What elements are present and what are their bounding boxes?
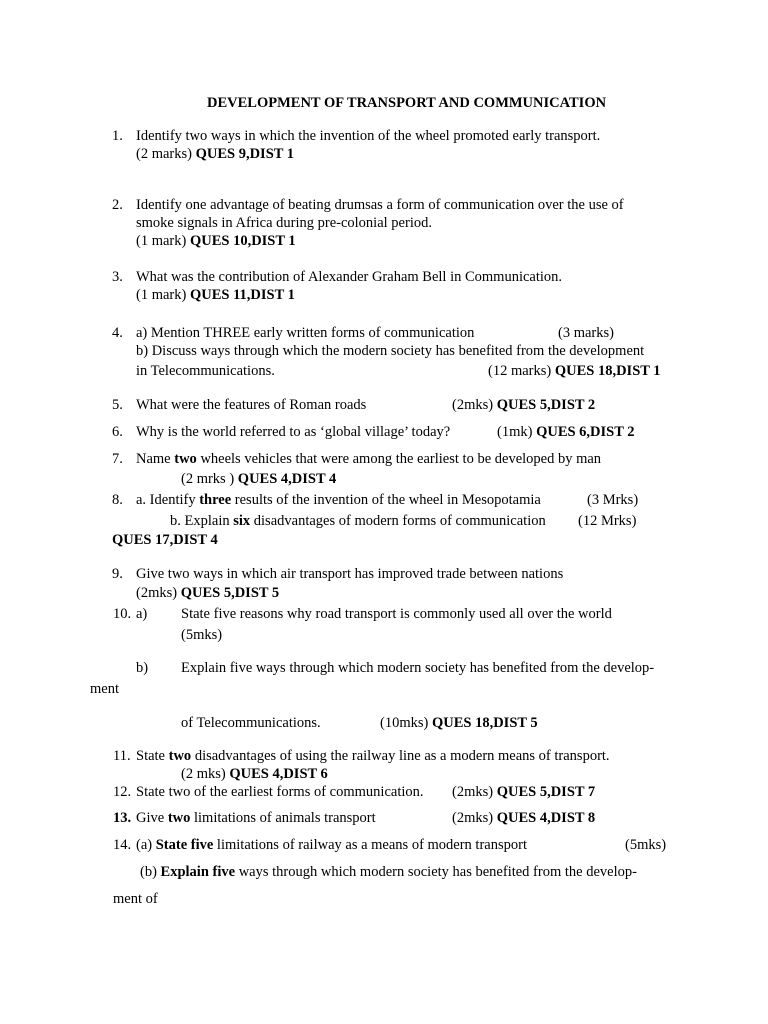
q14-b-pre: (b) bbox=[140, 864, 161, 880]
q10-a-label: a) bbox=[136, 606, 148, 622]
q4-part-b-marks-line bbox=[488, 362, 661, 380]
q10-a-text: State five reasons why road transport is commonly used all over the world bbox=[181, 606, 612, 622]
q14-b-continuation: ment of bbox=[113, 891, 158, 907]
q14-part-a-marks: (5mks) bbox=[625, 837, 667, 853]
q8-b-pre: b. Explain bbox=[170, 513, 234, 529]
q8-ref-line bbox=[112, 531, 218, 549]
q2-text-line1: Identify one advantage of beating drumsas a form of communication over the use of bbox=[136, 197, 624, 213]
q3-marks-line bbox=[136, 286, 295, 304]
q7-marks-line bbox=[181, 470, 336, 488]
q1-number: 1. bbox=[112, 128, 123, 144]
q13-text bbox=[136, 809, 376, 827]
q2-marks-line bbox=[136, 232, 296, 250]
q7-text bbox=[136, 450, 601, 468]
q14-a-bold: State five bbox=[155, 837, 214, 853]
q11-text-pre: State bbox=[136, 748, 169, 764]
q14-part-b bbox=[140, 863, 637, 881]
q12-marks-line bbox=[452, 783, 595, 801]
q14-b-bold: Explain five bbox=[160, 864, 236, 880]
q1-text: Identify two ways in which the invention of the wheel promoted early transport. bbox=[136, 128, 601, 144]
q5-marks: (2mks) bbox=[452, 397, 497, 413]
q5-text: What were the features of Roman roads bbox=[136, 397, 367, 413]
q7-number: 7. bbox=[112, 451, 123, 467]
q10-a-marks: (5mks) bbox=[181, 627, 223, 643]
q13-marks: (2mks) bbox=[452, 810, 497, 826]
q14-part-a bbox=[136, 836, 527, 854]
q1-marks: (2 marks) bbox=[136, 146, 196, 162]
q13-marks-line bbox=[452, 809, 595, 827]
q2-text-line2: smoke signals in Africa during pre-colonial period. bbox=[136, 215, 432, 231]
q13-text-post: limitations of animals transport bbox=[190, 810, 376, 826]
q2-ref: QUES 10,DIST 1 bbox=[189, 233, 296, 249]
q12-text: State two of the earliest forms of communication. bbox=[136, 784, 424, 800]
q13-number bbox=[113, 809, 131, 827]
q10-b-line3: of Telecommunications. bbox=[181, 715, 321, 731]
q3-number: 3. bbox=[112, 269, 123, 285]
q13-text-pre: Give bbox=[136, 810, 168, 826]
q14-number: 14. bbox=[113, 837, 132, 853]
q6-number: 6. bbox=[112, 424, 123, 440]
q4-b-marks: (12 marks) bbox=[488, 363, 555, 379]
q11-marks: (2 mks) bbox=[181, 766, 230, 782]
q11-ref: QUES 4,DIST 6 bbox=[229, 766, 328, 782]
q8-part-b-marks: (12 Mrks) bbox=[578, 513, 637, 529]
q11-text-post: disadvantages of using the railway line as a modern means of transport. bbox=[191, 748, 610, 764]
q2-number: 2. bbox=[112, 197, 123, 213]
q1-ref: QUES 9,DIST 1 bbox=[195, 146, 295, 162]
q9-marks-line bbox=[136, 584, 279, 602]
q13-number-text: 13. bbox=[113, 810, 132, 826]
q4-number: 4. bbox=[112, 325, 123, 341]
q12-marks: (2mks) bbox=[452, 784, 497, 800]
q12-number: 12. bbox=[113, 784, 132, 800]
q8-a-post: results of the invention of the wheel in Mesopotamia bbox=[231, 492, 541, 508]
q8-a-pre: a. Identify bbox=[136, 492, 200, 508]
q14-b-post: ways through which modern society has benefited from the develop- bbox=[235, 864, 637, 880]
q13-text-bold: two bbox=[167, 810, 191, 826]
q6-marks-line bbox=[497, 423, 635, 441]
q4-part-a-marks: (3 marks) bbox=[558, 325, 614, 341]
q10-b-marks-line bbox=[380, 714, 538, 732]
q13-ref: QUES 4,DIST 8 bbox=[496, 810, 596, 826]
q10-b-label: b) bbox=[136, 660, 149, 676]
q8-ref: QUES 17,DIST 4 bbox=[112, 532, 218, 548]
q8-b-bold: six bbox=[233, 513, 251, 529]
q4-part-b-line1: b) Discuss ways through which the modern society has benefited from the development bbox=[136, 343, 645, 359]
q14-a-pre: (a) bbox=[136, 837, 156, 853]
q1-marks-line bbox=[136, 145, 294, 163]
q12-ref: QUES 5,DIST 7 bbox=[496, 784, 596, 800]
q9-number: 9. bbox=[112, 566, 123, 582]
q4-part-a: a) Mention THREE early written forms of communication bbox=[136, 325, 475, 341]
q10-b-continuation: ment bbox=[90, 681, 119, 697]
q5-marks-line bbox=[452, 396, 595, 414]
q2-marks: (1 mark) bbox=[136, 233, 190, 249]
q5-number: 5. bbox=[112, 397, 123, 413]
q11-text-bold: two bbox=[168, 748, 192, 764]
q10-b-marks: (10mks) bbox=[380, 715, 432, 731]
q10-number: 10. bbox=[113, 606, 132, 622]
q11-marks-line bbox=[181, 765, 328, 783]
q8-part-a-marks: (3 Mrks) bbox=[587, 492, 639, 508]
q6-ref: QUES 6,DIST 2 bbox=[536, 424, 635, 440]
q10-b-text: Explain five ways through which modern society has benefited from the develop- bbox=[181, 660, 655, 676]
q11-text bbox=[136, 747, 610, 765]
q9-marks: (2mks) bbox=[136, 585, 181, 601]
q3-ref: QUES 11,DIST 1 bbox=[189, 287, 295, 303]
q6-text: Why is the world referred to as ‘global village’ today? bbox=[136, 424, 451, 440]
q9-text: Give two ways in which air transport has improved trade between nations bbox=[136, 566, 564, 582]
q5-ref: QUES 5,DIST 2 bbox=[496, 397, 596, 413]
q7-text-bold: two bbox=[174, 451, 197, 467]
q7-text-pre: Name bbox=[136, 451, 175, 467]
q6-marks: (1mk) bbox=[497, 424, 537, 440]
q7-marks: (2 mrks ) bbox=[181, 471, 238, 487]
page-title: DEVELOPMENT OF TRANSPORT AND COMMUNICATION bbox=[207, 95, 607, 111]
q7-ref: QUES 4,DIST 4 bbox=[237, 471, 337, 487]
q10-ref: QUES 18,DIST 5 bbox=[431, 715, 538, 731]
q11-number: 11. bbox=[113, 748, 131, 764]
q8-a-bold: three bbox=[199, 492, 232, 508]
q8-part-a bbox=[136, 491, 541, 509]
q9-ref: QUES 5,DIST 5 bbox=[180, 585, 280, 601]
q3-marks: (1 mark) bbox=[136, 287, 190, 303]
q14-a-post: limitations of railway as a means of modern transport bbox=[213, 837, 527, 853]
q4-ref: QUES 18,DIST 1 bbox=[554, 363, 661, 379]
q8-number: 8. bbox=[112, 492, 123, 508]
q3-text: What was the contribution of Alexander Graham Bell in Communication. bbox=[136, 269, 563, 285]
q8-part-b bbox=[170, 512, 546, 530]
q8-b-post: disadvantages of modern forms of communication bbox=[250, 513, 546, 529]
q7-text-post: wheels vehicles that were among the earliest to be developed by man bbox=[196, 451, 602, 467]
q4-part-b-line2: in Telecommunications. bbox=[136, 363, 275, 379]
